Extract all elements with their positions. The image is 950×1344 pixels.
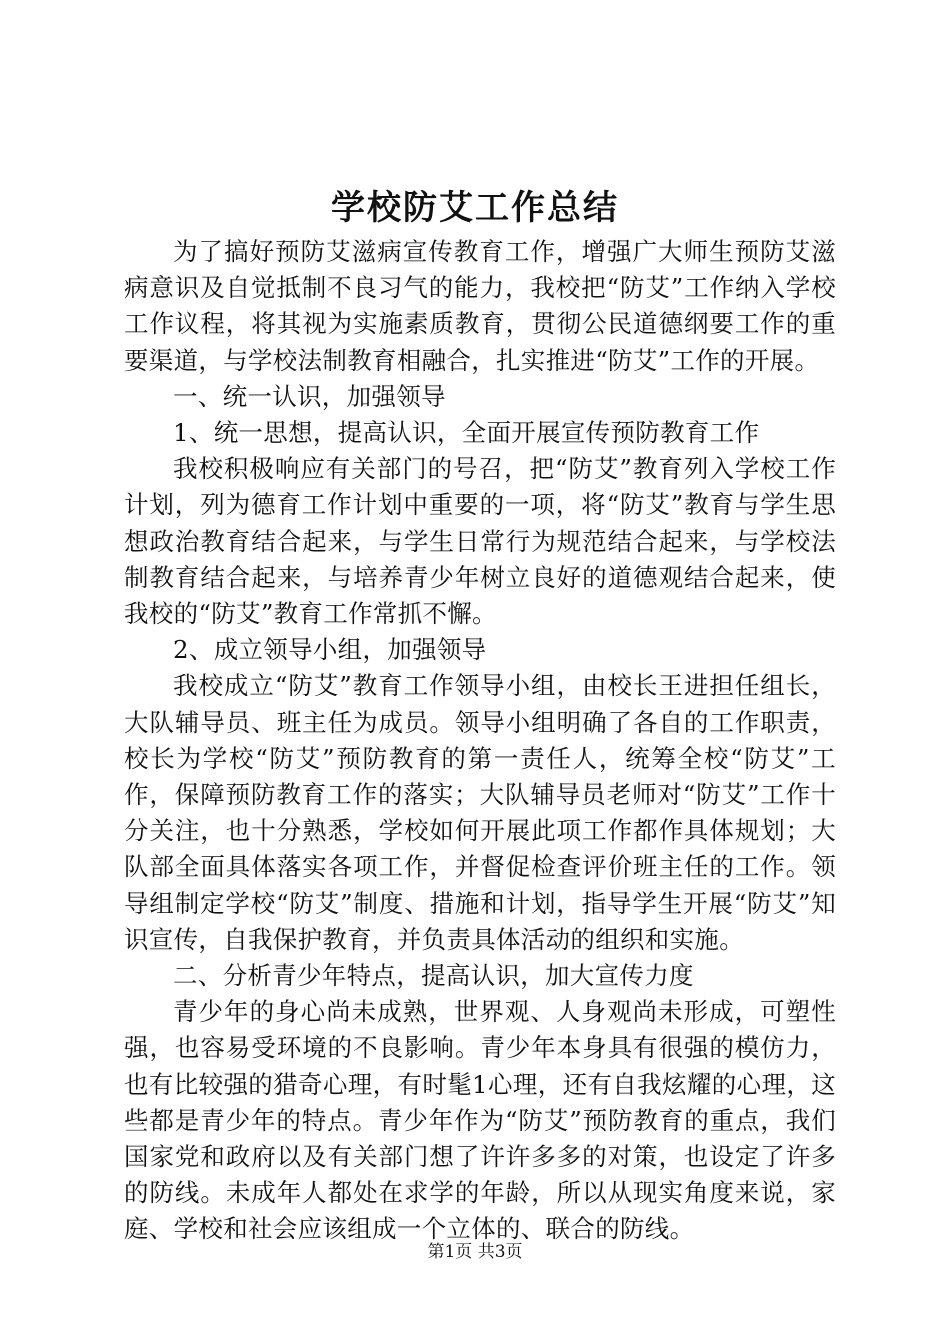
paragraph-1-1: 我校积极响应有关部门的号召，把“防艾”教育列入学校工作计划，列为德育工作计划中重要的一项，将“防艾”教育与学生思想政治教育结合起来，与学生日常行为规范结合起来，与学校法制教育结合起来，与培养青少年树立良好的道德观结合起来，使我校的“防艾”教育工作常抓不懈。 [124, 454, 836, 629]
subsection-heading-1-1: 1、统一思想，提高认识，全面开展宣传预防教育工作 [173, 418, 760, 448]
section-heading-2: 二、分析青少年特点，提高认识，加大宣传力度 [173, 961, 694, 991]
section-heading-1: 一、统一认识，加强领导 [173, 381, 446, 411]
subsection-heading-1-2: 2、成立领导小组，加强领导 [173, 635, 487, 665]
paragraph-2: 青少年的身心尚未成熟，世界观、人身观尚未形成，可塑性强，也容易受环境的不良影响。青少年本身具有很强的模仿力，也有比较强的猎奇心理，有时髦1心理，还有自我炫耀的心理，这些都是青少年的特点。青少年作为“防艾”预防教育的重点，我们国家党和政府以及有关部门想了许许多多的对策，也设定了许多的防线。未成年人都处在求学的年龄，所以从现实角度来说，家庭、学校和社会应该组成一个立体的、联合的防线。 [124, 997, 836, 1244]
page-footer: 第1页 共3页 [427, 1242, 523, 1262]
paragraph-1-2: 我校成立“防艾”教育工作领导小组，由校长王进担任组长，大队辅导员、班主任为成员。领导小组明确了各自的工作职责，校长为学校“防艾”预防教育的第一责任人，统筹全校“防艾”工作，保障预防教育工作的落实；大队辅导员老师对“防艾”工作十分关注，也十分熟悉，学校如何开展此项工作都作具体规划；大队部全面具体落实各项工作，并督促检查评价班主任的工作。领导组制定学校“防艾”制度、措施和计划，指导学生开展“防艾”知识宣传，自我保护教育，并负责具体活动的组织和实施。 [124, 671, 836, 954]
document-body [124, 234, 836, 1248]
intro-paragraph: 为了搞好预防艾滋病宣传教育工作，增强广大师生预防艾滋病意识及自觉抵制不良习气的能力，我校把“防艾”工作纳入学校工作议程，将其视为实施素质教育，贯彻公民道德纲要工作的重要渠道，与学校法制教育相融合，扎实推进“防艾”工作的开展。 [124, 237, 836, 375]
document-title: 学校防艾工作总结 [331, 188, 619, 228]
